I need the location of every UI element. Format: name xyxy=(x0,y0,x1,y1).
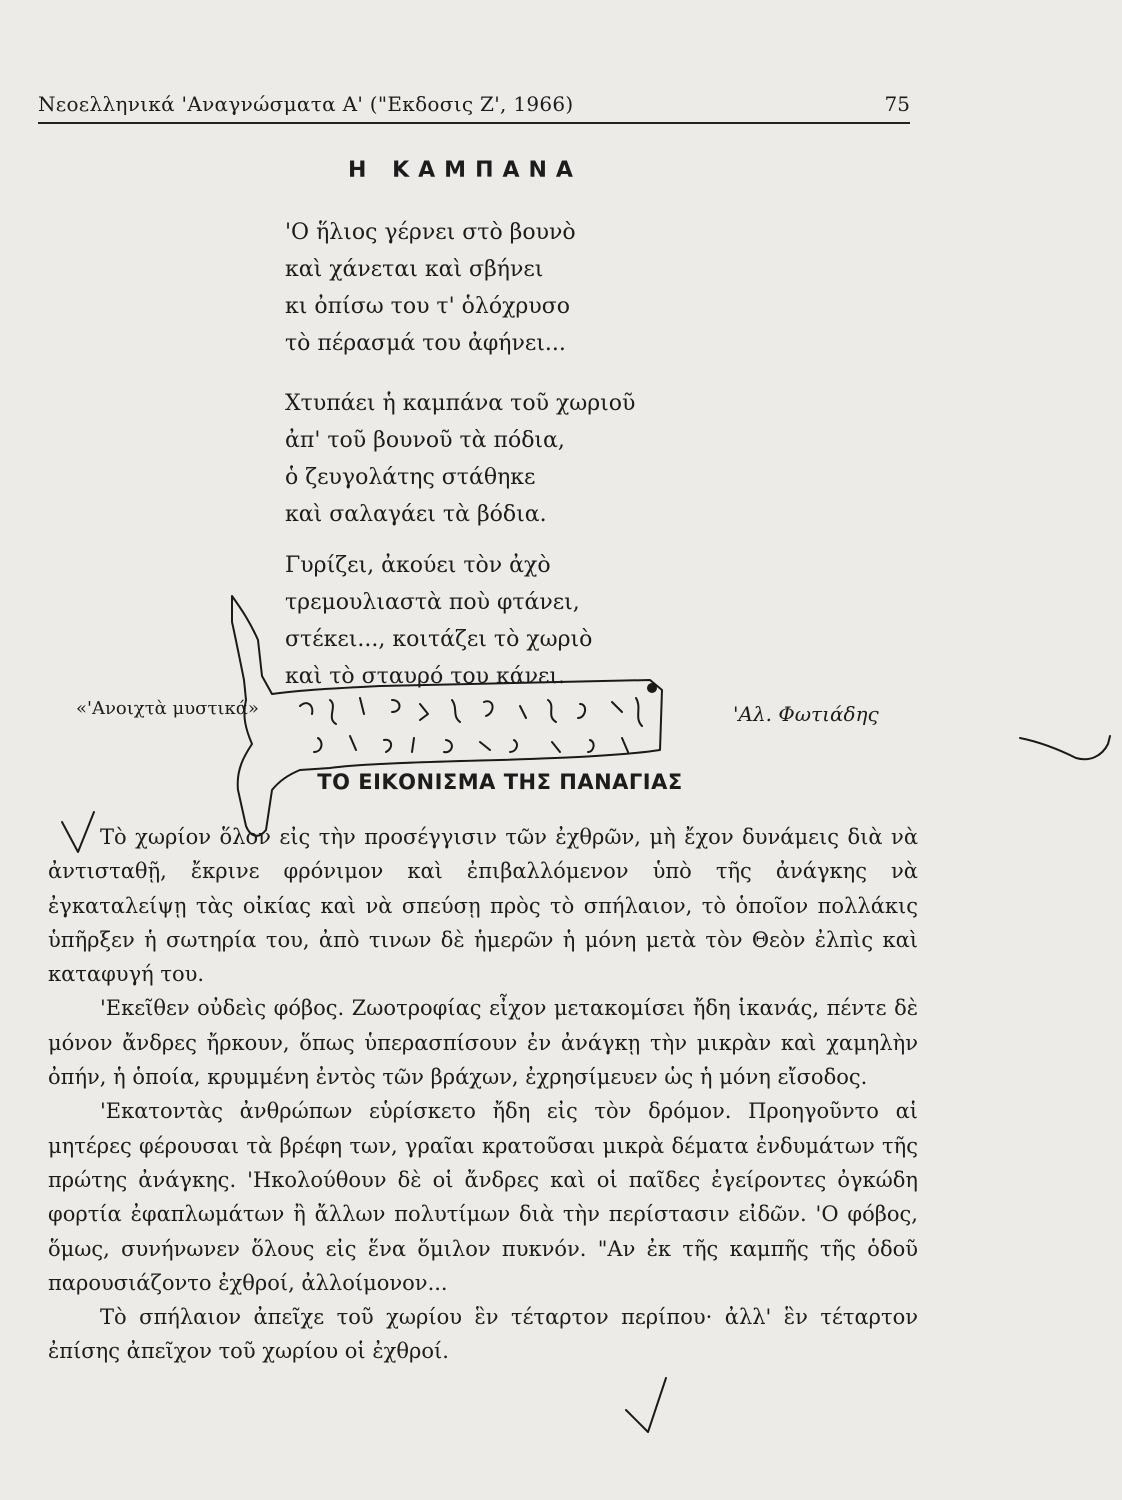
poem-line: Γυρίζει, ἀκούει τὸν ἀχὸ xyxy=(285,553,551,578)
hand-drawn-curve xyxy=(1020,736,1110,759)
running-header xyxy=(38,92,910,124)
check-mark-icon xyxy=(626,1378,666,1432)
poem-line: ὁ ζευγολάτης στάθηκε xyxy=(285,465,536,490)
poem-source: «'Ανοιχτὰ μυστικά» xyxy=(76,698,259,719)
hand-drawn-scribbles xyxy=(300,698,642,726)
paragraph: 'Εκατοντὰς ἀνθρώπων εὑρίσκετο ἤδη εἰς τὸν δρόμον. Προηγοῦντο αἱ μητέρες φέρουσαι τὰ βρέφη των, γραῖαι κρατοῦσαι μικρὰ δέματα ἐνδυμάτων τῆς πρώτης ἀνάγκης. 'Ηκολούθουν δὲ οἱ ἄνδρες καὶ οἱ παῖδες ἐγείροντες ὀγκώδη φορτία ἐφαπλωμάτων ἢ ἄλλων πολυτίμων διὰ τὴν περίστασιν εἰδῶν. 'Ο φόβος, ὅμως, συνήνωνεν ὅλους εἰς ἕνα ὅμιλον πυκνόν. "Αν ἐκ τῆς καμπῆς τῆς ὁδοῦ παρουσιάζοντο ἐχθροί, ἀλλοίμονον... xyxy=(48,1099,918,1295)
poem-line: κι ὀπίσω του τ' ὁλόχρυσο xyxy=(285,294,570,319)
paragraph: Τὸ χωρίον ὅλον εἰς τὴν προσέγγισιν τῶν ἐχθρῶν, μὴ ἔχον δυνάμεις διὰ νὰ ἀντισταθῇ, ἔκρινε φρόνιμον καὶ ἐπιβαλλόμενον ὑπὸ τῆς ἀνάγκης νὰ ἐγκαταλείψῃ τὰς οἰκίας καὶ νὰ σπεύσῃ πρὸς τὸ σπήλαιον, τὸ ὁποῖον πολλάκις ὑπῆρξεν ἡ σωτηρία του, ἀπὸ τινων δὲ ἡμερῶν ἡ μόνη μετὰ τὸν Θεὸν ἐλπὶς καὶ καταφυγή του. xyxy=(48,825,918,987)
poem-author: 'Αλ. Φωτιάδης xyxy=(733,702,879,726)
section-title: ΤΟ ΕΙΚΟΝΙΣΜΑ ΤΗΣ ΠΑΝΑΓΙΑΣ xyxy=(317,770,683,794)
poem-stanza xyxy=(285,547,592,695)
poem-stanza xyxy=(285,214,576,362)
poem-line: καὶ τὸ σταυρό του κάνει. xyxy=(285,664,566,689)
poem-line: τρεμουλιαστὰ ποὺ φτάνει, xyxy=(285,590,580,615)
poem-line: ἀπ' τοῦ βουνοῦ τὰ πόδια, xyxy=(285,428,565,453)
hand-drawn-scribbles xyxy=(314,736,628,752)
poem-title: Η ΚΑΜΠΑΝΑ xyxy=(348,158,582,183)
poem-stanza xyxy=(285,385,635,533)
poem-line: 'Ο ἥλιος γέρνει στὸ βουνὸ xyxy=(285,220,576,245)
page-number: 75 xyxy=(884,92,910,116)
poem-line: τὸ πέρασμά του ἀφήνει... xyxy=(285,331,566,356)
paragraph: 'Εκεῖθεν οὐδεὶς φόβος. Ζωοτροφίας εἶχον μετακομίσει ἤδη ἱκανάς, πέντε δὲ μόνον ἄνδρες ἤρκουν, ὅπως ὑπερασπίσουν ἐν ἀνάγκῃ τὴν μικρὰν καὶ χαμηλὴν ὀπήν, ἡ ὁποία, κρυμμένη ἐντὸς τῶν βράχων, ἐχρησίμευεν ὡς ἡ μόνη εἴσοδος. xyxy=(48,996,918,1090)
running-title: Νεοελληνικά 'Αναγνώσματα Α' ("Εκδοσις Ζ', 1966) xyxy=(38,92,574,116)
paragraph: Τὸ σπήλαιον ἀπεῖχε τοῦ χωρίου ἓν τέταρτον περίπου· ἀλλ' ἓν τέταρτον ἐπίσης ἀπεῖχον τοῦ χωρίου οἱ ἐχθροί. xyxy=(48,1305,918,1364)
ink-dot xyxy=(647,683,657,693)
poem-line: στέκει..., κοιτάζει τὸ χωριὸ xyxy=(285,627,593,652)
poem-line: καὶ σαλαγάει τὰ βόδια. xyxy=(285,502,547,527)
poem-line: καὶ χάνεται καὶ σβήνει xyxy=(285,257,544,282)
poem-line: Χτυπάει ἡ καμπάνα τοῦ χωριοῦ xyxy=(285,391,636,416)
prose-body xyxy=(48,820,918,1369)
